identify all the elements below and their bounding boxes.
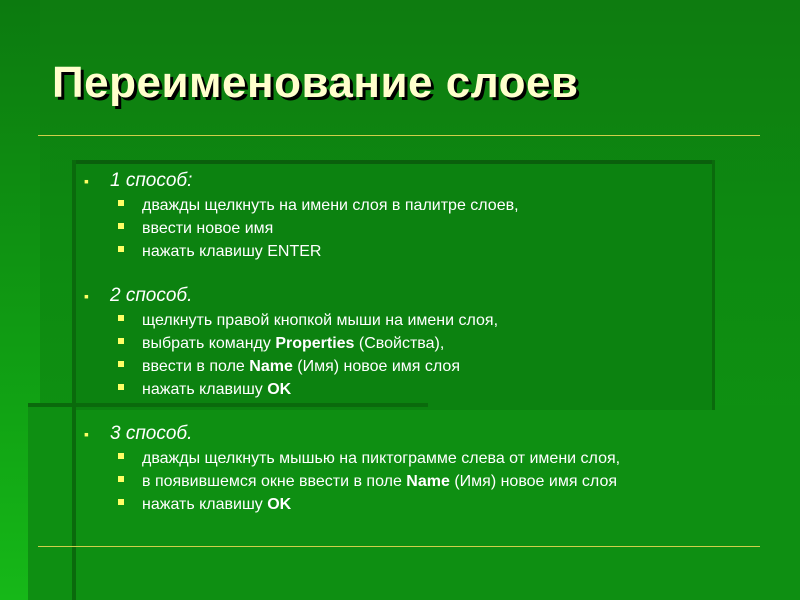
step-text: нажать клавишу	[142, 496, 268, 513]
method-heading-text: 2 способ.	[110, 285, 193, 306]
method-heading	[82, 168, 772, 194]
step-item	[142, 194, 772, 217]
step-text: в появившемся окне ввести в поле	[142, 473, 407, 490]
step-keyword: OK	[267, 381, 292, 398]
step-text: ввести новое имя	[142, 220, 274, 237]
step-keyword: Name	[406, 473, 450, 490]
method-2	[82, 283, 772, 401]
square-bullet-icon	[118, 315, 124, 321]
step-item	[142, 217, 772, 240]
method-heading-text: 3 способ.	[110, 423, 193, 444]
square-bullet-icon	[118, 476, 124, 482]
square-bullet-icon	[118, 499, 124, 505]
step-text: ввести в поле	[142, 358, 250, 375]
step-text: выбрать команду	[142, 335, 276, 352]
step-text: дважды щелкнуть мышью на пиктограмме слева от имени слоя,	[142, 450, 621, 467]
step-item	[142, 470, 772, 493]
bottom-divider	[38, 546, 760, 547]
method-1	[82, 168, 772, 263]
square-bullet-icon	[118, 246, 124, 252]
step-text: (Имя) новое имя слоя	[292, 358, 460, 375]
method-3	[82, 421, 772, 516]
step-keyword: OK	[267, 496, 292, 513]
bullet-icon: ▪	[84, 288, 89, 304]
square-bullet-icon	[118, 223, 124, 229]
step-item	[142, 378, 772, 401]
step-text: (Свойства),	[354, 335, 445, 352]
method-steps	[82, 447, 772, 516]
step-text: нажать клавишу ENTER	[142, 243, 322, 260]
square-bullet-icon	[118, 338, 124, 344]
step-item	[142, 493, 772, 516]
step-text: дважды щелкнуть на имени слоя в палитре слоев,	[142, 197, 519, 214]
step-item	[142, 332, 772, 355]
slide-title: Переименование слоев	[52, 58, 579, 107]
square-bullet-icon	[118, 361, 124, 367]
method-heading-text: 1 способ:	[110, 170, 193, 191]
step-text: (Имя) новое имя слоя	[449, 473, 618, 490]
step-item	[142, 240, 772, 263]
method-heading	[82, 421, 772, 447]
slide-content	[82, 168, 772, 536]
step-item	[142, 309, 772, 332]
step-text: щелкнуть правой кнопкой мыши на имени слоя,	[142, 312, 499, 329]
bullet-icon: ▪	[84, 426, 89, 442]
square-bullet-icon	[118, 200, 124, 206]
panel-edge-left	[72, 160, 76, 600]
title-divider	[38, 135, 760, 136]
bullet-icon: ▪	[84, 173, 89, 189]
square-bullet-icon	[118, 384, 124, 390]
method-steps	[82, 309, 772, 401]
step-item	[142, 355, 772, 378]
square-bullet-icon	[118, 453, 124, 459]
step-keyword: Name	[249, 358, 293, 375]
step-keyword: Properties	[275, 335, 355, 352]
method-steps	[82, 194, 772, 263]
panel-edge-top	[74, 160, 714, 164]
step-item	[142, 447, 772, 470]
step-text: нажать клавишу	[142, 381, 268, 398]
method-heading	[82, 283, 772, 309]
